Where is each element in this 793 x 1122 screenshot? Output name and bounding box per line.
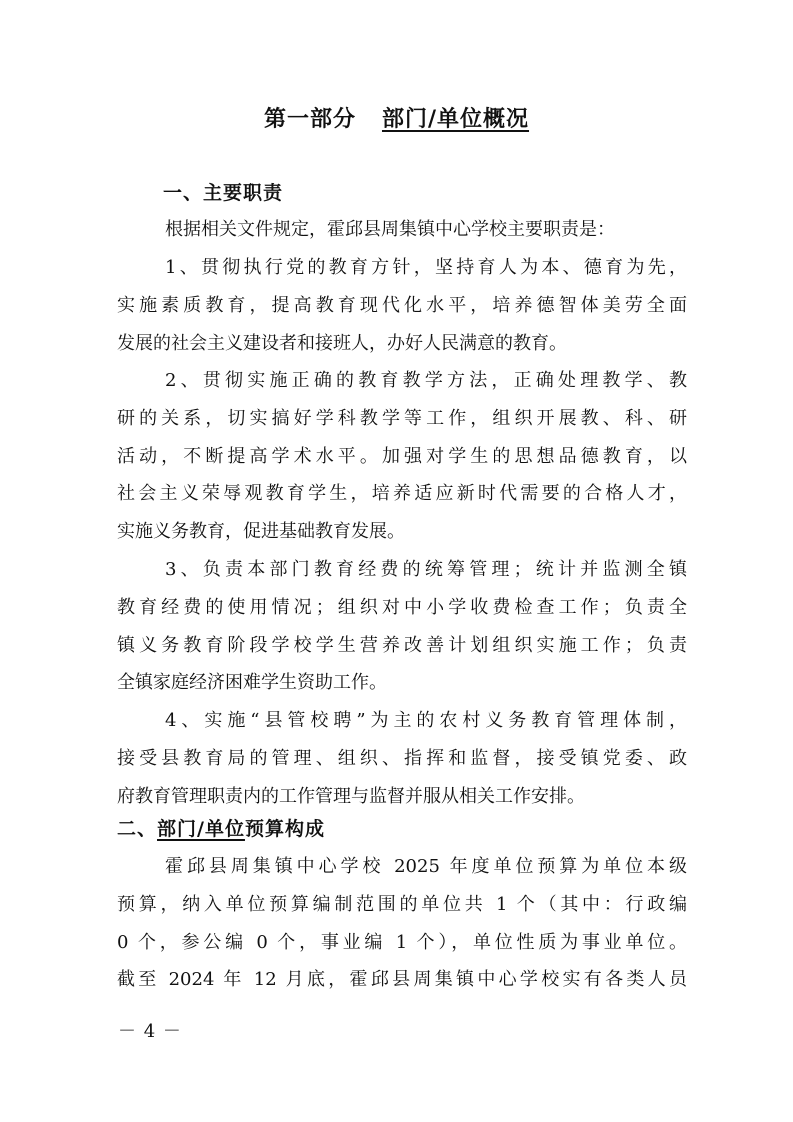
paragraph-line: 全镇家庭经济困难学生资助工作。 — [117, 672, 387, 694]
responsibility-item-1 — [117, 249, 687, 362]
intro-paragraph — [117, 211, 687, 249]
paragraph-line: 预算，纳入单位预算编制范围的单位共 1 个（其中：行政编 — [117, 893, 687, 915]
paragraph-line: 根据相关文件规定，霍邱县周集镇中心学校主要职责是： — [165, 219, 615, 240]
paragraph-line: 截至 2024 年 12 月底，霍邱县周集镇中心学校实有各类人员 — [117, 969, 687, 991]
paragraph-line: 0 个，参公编 0 个，事业编 1 个），单位性质为事业单位。 — [117, 931, 687, 953]
paragraph-line: 社会主义荣辱观教育学生，培养适应新时代需要的合格人才， — [117, 483, 687, 505]
section-heading-responsibilities: 一、主要职责 — [163, 182, 284, 204]
paragraph-line: 发展的社会主义建设者和接班人，办好人民满意的教育。 — [117, 332, 567, 354]
budget-paragraph — [117, 848, 687, 999]
paragraph-line: 4、实施“县管校聘”为主的农村义务教育管理体制， — [165, 710, 687, 731]
paragraph-line: 1、贯彻执行党的教育方针，坚持育人为本、德育为先， — [165, 257, 687, 278]
responsibility-item-3 — [117, 551, 687, 702]
responsibility-item-2 — [117, 362, 687, 551]
heading-prefix: 二、 — [117, 818, 158, 840]
paragraph-line: 霍邱县周集镇中心学校 2025 年度单位预算为单位本级 — [165, 856, 687, 877]
paragraph-line: 实施义务教育，促进基础教育发展。 — [117, 521, 405, 543]
paragraph-line: 府教育管理职责内的工作管理与监督并服从相关工作安排。 — [117, 785, 585, 807]
paragraph-line: 实施素质教育，提高教育现代化水平，培养德智体美劳全面 — [117, 294, 687, 316]
paragraph-line: 活动，不断提高学术水平。加强对学生的思想品德教育，以 — [117, 445, 687, 467]
paragraph-line: 接受县教育局的管理、组织、指挥和监督，接受镇党委、政 — [117, 747, 687, 769]
paragraph-line: 教育经费的使用情况；组织对中小学收费检查工作；负责全 — [117, 596, 687, 618]
paragraph-line: 3、负责本部门教育经费的统筹管理；统计并监测全镇 — [165, 559, 687, 580]
responsibility-item-4 — [117, 702, 687, 815]
paragraph-line: 研的关系，切实搞好学科教学等工作，组织开展教、科、研 — [117, 407, 687, 429]
heading-underlined: 部门/单位 — [157, 818, 245, 840]
title-part: 第一部分 — [263, 107, 356, 132]
page-title — [0, 100, 793, 140]
page-number: － 4 － — [118, 1021, 182, 1042]
section-heading-budget-composition — [117, 810, 325, 848]
heading-suffix: 预算构成 — [244, 818, 325, 840]
title-name: 部门/单位概况 — [381, 107, 530, 132]
paragraph-line: 镇义务教育阶段学校学生营养改善计划组织实施工作；负责 — [117, 634, 687, 656]
paragraph-line: 2、贯彻实施正确的教育教学方法，正确处理教学、教 — [165, 370, 687, 391]
